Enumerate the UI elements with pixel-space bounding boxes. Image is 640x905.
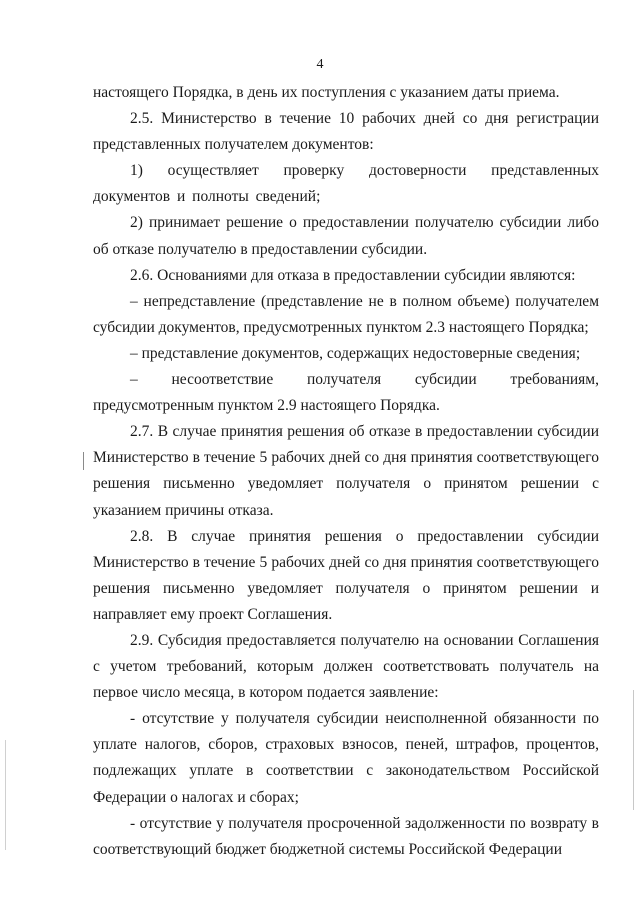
paragraph-2-8: 2.8. В случае принятия решения о предоставлении субсидии Министерство в течение 5 рабочих дней со дня принятия соответствующего решения письменно уведомляет получателя о принятом решении и направляет ему проект Соглашения. bbox=[93, 527, 599, 623]
paragraph-2-5: 2.5. Министерство в течение 10 рабочих дней со дня регистрации представленных получателем документов: bbox=[93, 110, 599, 154]
paragraph-2-5-item-1: 1) осуществляет проверку достоверности представленных документов и полноты сведений; bbox=[93, 162, 599, 206]
paragraph-continuation: настоящего Порядка, в день их поступления с указанием даты приема. bbox=[93, 84, 560, 101]
paragraph-2-7: 2.7. В случае принятия решения об отказе в предоставлении субсидии Министерство в течение 5 рабочих дней со дня принятия соответствующего решения письменно уведомляет получателя о принятом решении с указанием причины отказа. bbox=[93, 423, 599, 519]
document-body bbox=[93, 80, 599, 863]
paragraph-2-9: 2.9. Субсидия предоставляется получателю на основании Соглашения с учетом требований, которым должен соответствовать получатель на первое число месяца, в котором подается заявление: bbox=[93, 631, 599, 702]
paragraph-2-5-item-2: 2) принимает решение о предоставлении получателю субсидии либо об отказе получателю в предоставлении субсидии. bbox=[93, 214, 599, 258]
scan-bottom-strip bbox=[0, 896, 190, 905]
scan-edge-mark-left-bottom bbox=[5, 740, 6, 850]
paragraph-2-9-item-b: - отсутствие у получателя просроченной задолженности по возврату в соответствующий бюджет бюджетной системы Российской Федерации bbox=[93, 814, 599, 858]
page-number: 4 bbox=[316, 57, 324, 72]
scan-edge-mark-right bbox=[633, 690, 634, 810]
paragraph-2-6-item-b: – представление документов, содержащих недостоверные сведения; bbox=[130, 344, 581, 362]
paragraph-2-9-item-a: - отсутствие у получателя субсидии неисполненной обязанности по уплате налогов, сборов, страховых взносов, пеней, штрафов, процентов, подлежащих уплате в соответствии с законодательством Российской Федерации о налогах и сборах; bbox=[93, 710, 599, 806]
paragraph-2-6: 2.6. Основаниями для отказа в предоставлении субсидии являются: bbox=[130, 266, 576, 284]
paragraph-2-6-item-c: – несоответствие получателя субсидии требованиям, предусмотренным пунктом 2.9 настоящего Порядка. bbox=[93, 371, 599, 415]
paragraph-2-6-item-a: – непредставление (представление не в полном объеме) получателем субсидии документов, предусмотренных пунктом 2.3 настоящего Порядка; bbox=[93, 292, 599, 336]
scan-edge-mark-left bbox=[83, 452, 84, 470]
